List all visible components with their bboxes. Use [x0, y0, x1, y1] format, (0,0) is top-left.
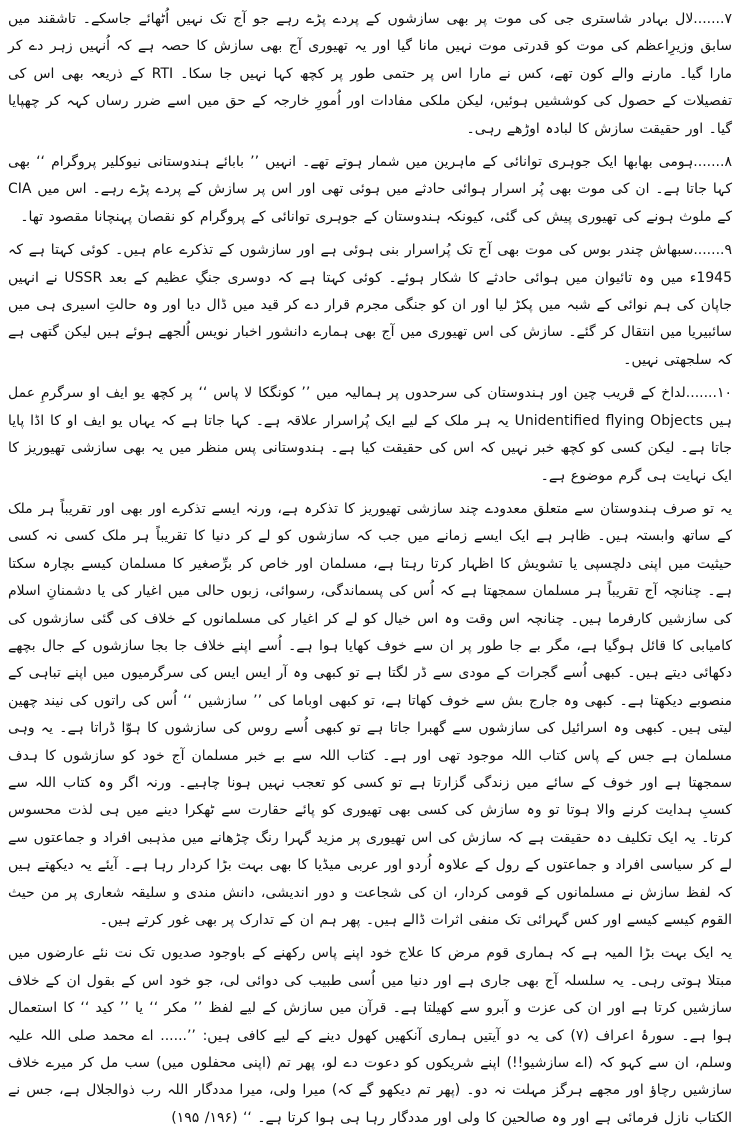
paragraph-shastri: ۷.......لال بہادر شاستری جی کی موت پر بھی سازشوں کے پردے پڑے رہے جو آج تک نہیں اُٹھائے جاسکے۔ تاشقند میں سابق وزیرِاعظم کی موت کو قدرتی موت نہیں مانا گیا اور یہ تھیوری آج بھی سازش کا حصہ ہے کہ اُنہیں زہر دے کر مارا گیا۔ مارنے والے کون تھے، کس نے مارا اس پر حتمی طور پر کچھ کہا نہیں جا سکا۔ RTI کے ذریعہ بھی اس کی تفصیلات کے حصول کی کوششیں ہوئیں، لیکن ملکی مفادات اور اُمورِ خارجہ کے حق میں اسے ضرر رساں کہہ کر چھپایا گیا۔ اور حقیقت سازش کا لبادہ اوڑھے رہی۔ [8, 11, 732, 137]
paragraph-quran: یہ ایک بہت بڑا المیہ ہے کہ ہماری قوم مرض کا علاج خود اپنے پاس رکھنے کے باوجود صدیوں تک نت نئے عارضوں میں مبتلا ہوتی رہی۔ یہ سلسلہ آج بھی جاری ہے اور دنیا میں اُسی طبیب کی دوائی لی، جو خود اس کے بقول ان کے خلاف سازشیں کرتا ہے اور ان کی عزت و آبرو سے کھیلتا ہے۔ قرآن میں سازش کے لیے لفظ ’’ مکر ‘‘ یا ’’ کید ‘‘ کا استعمال ہوا ہے۔ سورۂ اعراف (۷) کی یہ دو آیتیں ہماری آنکھیں کھول دینے کے لیے کافی ہیں: ’’...... اے محمد صلی اللہ علیہ وسلم، ان سے کہو کہ (اے سازشیو!!) اپنے شریکوں کو دعوت دے لو، پھر تم (اپنی محفلوں میں) سب مل کر میرے خلاف سازشیں رچاؤ اور مجھے ہرگز مہلت نہ دو۔ (پھر تم دیکھو گے کہ) میرا ولی، میرا مددگار اللہ رب ذوالجلال ہے، جس نے الکتاب نازل فرمائی ہے اور وہ صالحین کا ولی اور مددگار رہا ہی ہوا کرتا ہے۔ ‘‘ (۱۹۶/ ۱۹۵) [8, 945, 732, 1126]
paragraph-conspiracy-muslims: یہ تو صرف ہندوستان سے متعلق معدودے چند سازشی تھیوریز کا تذکرہ ہے، ورنہ ایسے تذکرے اور بھی اور تقریباً ہر ملک کے ساتھ وابستہ ہیں۔ ظاہر ہے ایک ایسے زمانے میں جب کہ سازشوں کو لے کر دنیا کا تقریباً ہر ملک کسی نہ کسی حیثیت میں اپنی دلچسپی یا تشویش کا اظہار کرتا رہتا ہے، مسلمان اور خاص کر برِّصغیر کا مسلمان کیسے بچارہ سکتا ہے۔ چنانچہ آج تقریباً ہر مسلمان سمجھتا ہے کہ اُس کی پسماندگی، رسوائی، زبوں حالی میں اغیار کی یا دشمنانِ اسلام کی سازشیں کارفرما ہیں۔ چنانچہ اس وقت وہ اس خیال کو لے کر اغیار کی مسلمانوں کے خلاف کی گئی سازشوں کی کامیابی کا قائل ہوگیا ہے، مگر بے جا طور پر ان سے خوف کھایا ہوا ہے۔ اُسے اپنے خلاف جا بجا سازشوں کے جال بچھے دکھائی دیتے ہیں۔ کبھی اُسے گجرات کے مودی سے ڈر لگتا ہے تو کبھی وہ آر ایس ایس کی سرگرمیوں میں اپنے تباہی کے منصوبے دیکھتا ہے۔ کبھی وہ جارج بش سے خوف کھاتا ہے، تو کبھی اوباما کی ’’ سازشیں ‘‘ اُس کی راتوں کی نیند چھین لیتی ہیں۔ کبھی وہ اسرائیل کی سازشوں سے گھبرا جاتا ہے تو کبھی اُسے روس کی سازشوں کا ہوّا ڈراتا ہے۔ یہ وہی مسلمان ہے جس کے پاس کتاب اللہ موجود تھی اور ہے۔ کتاب اللہ سے بے خبر مسلمان آج خود کو سازشوں کا ہدف سمجھتا ہے اور خوف کے سائے میں زندگی گزارتا ہے تو کسی کو تعجب نہیں ہونا چاہیے۔ ورنہ اگر وہ کتاب اللہ سے کسبِ ہدایت کرنے والا ہوتا تو وہ سازش کی کسی بھی تھیوری کو پائے حقارت سے ٹھکرا دینے میں ہی لذت محسوس کرتا۔ یہ ایک تکلیف دہ حقیقت ہے کہ سازش کی اس تھیوری پر مزید گہرا رنگ چڑھانے میں مذہبی افراد و جماعتوں سے لے کر سیاسی افراد و جماعتوں کے رول کے علاوہ اُردو اور عربی میڈیا کا بھی بہت بڑا کردار رہا ہے۔ آیئے یہ دیکھتے ہیں کہ لفظ سازش نے مسلمانوں کے قومی کردار، ان کی شجاعت و دور اندیشی، دانش مندی و سلیقہ شعاری پر من حیث القوم کیسے کیسے اور کس گہرائی تک منفی اثرات ڈالے ہیں۔ پھر ہم ان کے تدارک پر بھی غور کرتے ہیں۔ [8, 500, 732, 928]
paragraph-bhabha: ۸.......ہومی بھابھا ایک جوہری توانائی کے ماہرین میں شمار ہوتے تھے۔ انہیں ’’ بابائے ہندوستانی نیوکلیر پروگرام ‘‘ بھی کہا جاتا ہے۔ ان کی موت بھی پُر اسرار ہوائی حادثے میں ہوئی تھی اور اس پر سازش کے پردے پڑے رہے۔ اس میں CIA کے ملوث ہونے کی تھیوری پیش کی گئی، کیونکہ ہندوستان کے جوہری توانائی کے پروگرام کو نقصان پہنچانا مقصود تھا۔ [8, 154, 732, 225]
paragraph-bose: ۹.......سبھاش چندر بوس کی موت بھی آج تک پُراسرار بنی ہوئی ہے اور سازشوں کے تذکرے عام ہیں۔ کوئی کہتا ہے کہ 1945ء میں وہ تائیوان میں ہوائی حادثے کا شکار ہوئے۔ کوئی کہتا ہے کہ دوسری جنگِ عظیم کے بعد USSR نے انہیں جاپان کی ہم نوائی کے شبہ میں پکڑ لیا اور ان کو جنگی مجرم قرار دے کر قید میں ڈال دیا اور وہ حالتِ اسیری ہی میں سائبیریا میں انتقال کر گئے۔ سازش کی اس تھیوری میں آج بھی ہمارے دانشور اخبار نویس اُلجھے ہوئے ہیں لیکن گتھی ہے کہ سلجھتی نہیں۔ [8, 242, 732, 368]
paragraph-ufo: ۱۰.......لداخ کے قریب چین اور ہندوستان کی سرحدوں پر ہمالیہ میں ’’ کونگکا لا پاس ‘‘ پر کچھ یو ایف او سرگرمِ عمل ہیں Unidentified flying Objects یہ ہر ملک کے لیے ایک پُراسرار علاقہ ہے۔ کہا جاتا ہے کہ یہاں یو ایف او کا اڈا پایا جاتا ہے۔ لیکن کسی کو کچھ خبر نہیں کہ اس کی حقیقت کیا ہے۔ ہندوستانی پس منظر میں یہ بھی سازشی تھیوریز کا ایک نہایت ہی گرم موضوع ہے۔ [8, 385, 732, 484]
